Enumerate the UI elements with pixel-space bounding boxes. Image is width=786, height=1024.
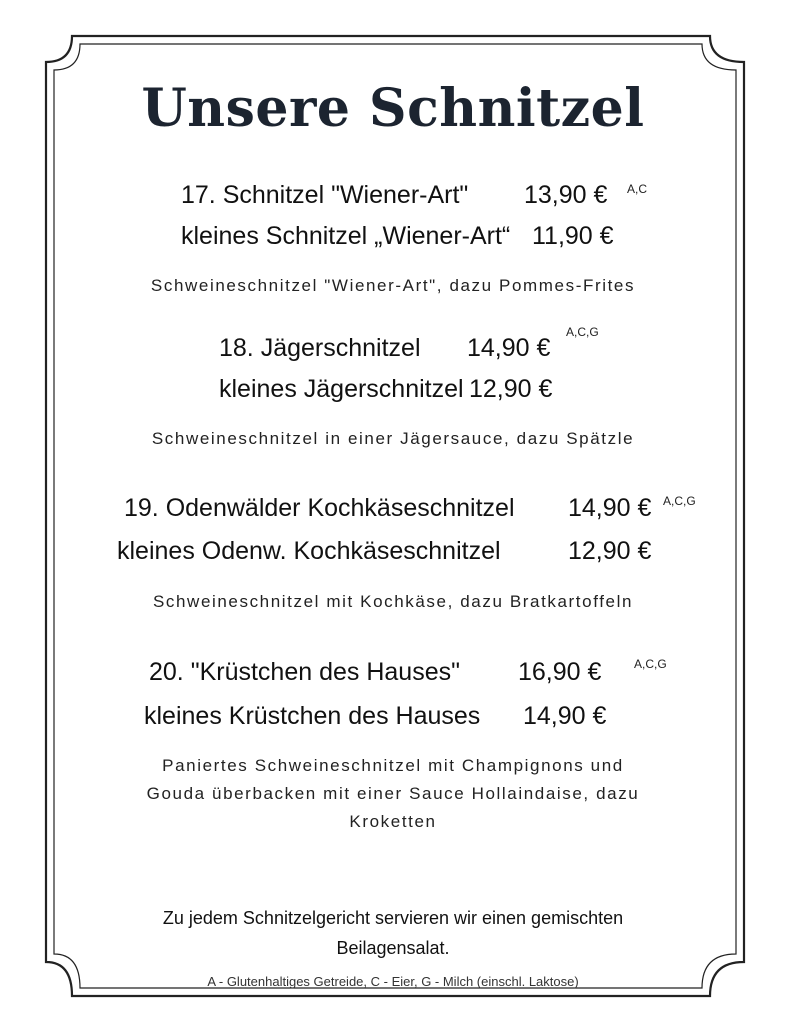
item-17-allergens: A,C <box>627 182 648 196</box>
item-20-description-line-3: Kroketten <box>349 812 437 831</box>
item-19-small-price: 12,90 € <box>568 537 652 565</box>
item-17-description: Schweineschnitzel "Wiener-Art", dazu Pommes-Frites <box>150 276 636 295</box>
item-17-name: 17. Schnitzel "Wiener-Art" <box>181 181 469 209</box>
item-20-description-line-2: Gouda überbacken mit einer Sauce Hollaindaise, dazu <box>146 784 640 803</box>
item-17-small-name: kleines Schnitzel „Wiener-Art“ <box>181 222 511 250</box>
item-18-description: Schweineschnitzel in einer Jägersauce, dazu Spätzle <box>151 429 635 448</box>
page-title: Unsere Schnitzel <box>141 78 645 139</box>
side-salad-note-line-1: Zu jedem Schnitzelgericht servieren wir einen gemischten <box>162 908 624 928</box>
item-19-price: 14,90 € <box>568 494 652 522</box>
item-18-small-name: kleines Jägerschnitzel <box>219 375 464 403</box>
item-20-price: 16,90 € <box>518 658 602 686</box>
item-17-small-price: 11,90 € <box>532 222 614 250</box>
item-19-name: 19. Odenwälder Kochkäseschnitzel <box>124 494 515 522</box>
item-17-price: 13,90 € <box>524 181 608 209</box>
item-20-description-line-1: Paniertes Schweineschnitzel mit Champignons und <box>162 756 624 775</box>
item-18-allergens: A,C,G <box>566 325 599 339</box>
item-20-small-price: 14,90 € <box>523 702 607 730</box>
side-salad-note-line-2: Beilagensalat. <box>336 938 450 958</box>
item-20-allergens: A,C,G <box>634 657 667 671</box>
item-19-small-name: kleines Odenw. Kochkäseschnitzel <box>117 537 501 565</box>
item-19-allergens: A,C,G <box>663 494 696 508</box>
allergen-legend: A - Glutenhaltiges Getreide, C - Eier, G - Milch (einschl. Laktose) <box>207 974 579 989</box>
item-19-description: Schweineschnitzel mit Kochkäse, dazu Bratkartoffeln <box>152 592 634 611</box>
item-18-price: 14,90 € <box>467 334 551 362</box>
item-18-name: 18. Jägerschnitzel <box>219 334 421 362</box>
item-20-name: 20. "Krüstchen des Hauses" <box>149 658 460 686</box>
item-18-small-price: 12,90 € <box>469 375 553 403</box>
item-20-small-name: kleines Krüstchen des Hauses <box>144 702 481 730</box>
